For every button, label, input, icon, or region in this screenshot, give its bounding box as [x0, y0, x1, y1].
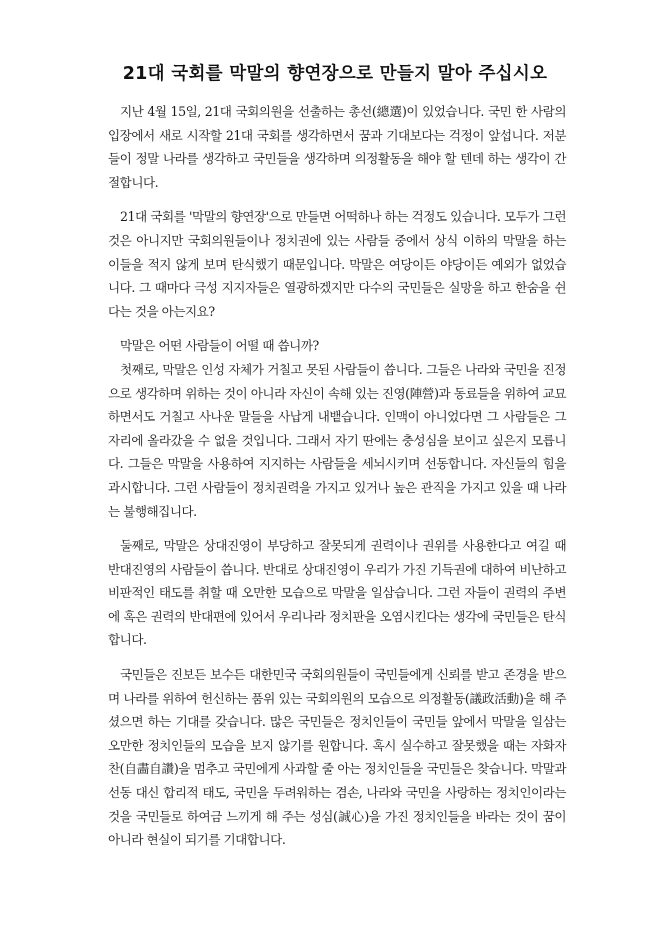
paragraph-2: 21대 국회를 '막말의 향연장'으로 만들면 어떡하나 하는 걱정도 있습니다. 모두가 그런 것은 아니지만 국회의원들이나 정치권에 있는 사람들 중에서 상식 이하의 막말을 하는 이들을 적지 않게 보며 탄식했기 때문입니다. 막말은 여당이든 야당이든 예외가 없었습니다. 그 때마다 극성 지지자들은 열광하겠지만 다수의 국민들은 실망을 하고 한숨을 쉰다는 것을 아는지요? [108, 209, 566, 319]
document-body [108, 100, 566, 863]
document-title: 21대 국회를 막말의 향연장으로 만들지 말아 주십시오 [122, 64, 548, 84]
paragraph-4: 첫째로, 막말은 인성 자체가 거칠고 못된 사람들이 씁니다. 그들은 나라와 국민을 진정으로 생각하며 위하는 것이 아니라 자신이 속해 있는 진영(陣營)과 동료들을 위하여 교묘하면서도 거칠고 사나운 말들을 사납게 내뱉습니다. 인맥이 아니었다면 그 사람들은 그 자리에 올라갔을 수 없을 것입니다. 그래서 자기 딴에는 충성심을 보이고 싶은지 모릅니다. 그들은 막말을 사용하여 지지하는 사람들을 세뇌시키며 선동합니다. 자신들의 힘을 과시합니다. 그런 사람들이 정치권력을 가지고 있거나 높은 관직을 가지고 있을 때 나라는 불행해집니다. [108, 361, 566, 519]
paragraph-5: 둘째로, 막말은 상대진영이 부당하고 잘못되게 권력이나 권위를 사용한다고 여길 때 반대진영의 사람들이 씁니다. 반대로 상대진영이 우리가 가진 기득권에 대하여 비난하고 비판적인 태도를 취할 때 오만한 모습으로 막말을 일삼습니다. 그런 자들이 권력의 주변에 혹은 권력의 반대편에 있어서 우리나라 정치판을 오염시킨다는 생각에 국민들은 탄식합니다. [108, 538, 566, 648]
paragraph-6: 국민들은 진보든 보수든 대한민국 국회의원들이 국민들에게 신뢰를 받고 존경을 받으며 나라를 위하여 헌신하는 품위 있는 국회의원의 모습으로 의정활동(議政活動)을 해 주셨으면 하는 기대를 갖습니다. 많은 국민들은 정치인들이 국민들 앞에서 막말을 일삼는 오만한 정치인들의 모습을 보지 않기를 원합니다. 혹시 실수하고 잘못했을 때는 자화자찬(自畵自讚)을 멈추고 국민에게 사과할 줄 아는 정치인들을 국민들은 찾습니다. 막말과 선동 대신 합리적 태도, 국민을 두려워하는 겸손, 나라와 국민을 사랑하는 정치인이라는 것을 국민들로 하여금 느끼게 해 주는 성심(誠心)을 가진 정치인들을 바라는 것이 꿈이 아니라 현실이 되기를 기대합니다. [108, 667, 566, 848]
paragraph-1: 지난 4월 15일, 21대 국회의원을 선출하는 총선(總選)이 있었습니다. 국민 한 사람의 입장에서 새로 시작할 21대 국회를 생각하면서 꿈과 기대보다는 걱정이 앞섭니다. 저분들이 정말 나라를 생각하고 국민들을 생각하며 의정활동을 해야 할 텐데 하는 생각이 간절합니다. [108, 104, 566, 190]
paragraph-3: 막말은 어떤 사람들이 어떨 때 씁니까? [120, 338, 319, 354]
